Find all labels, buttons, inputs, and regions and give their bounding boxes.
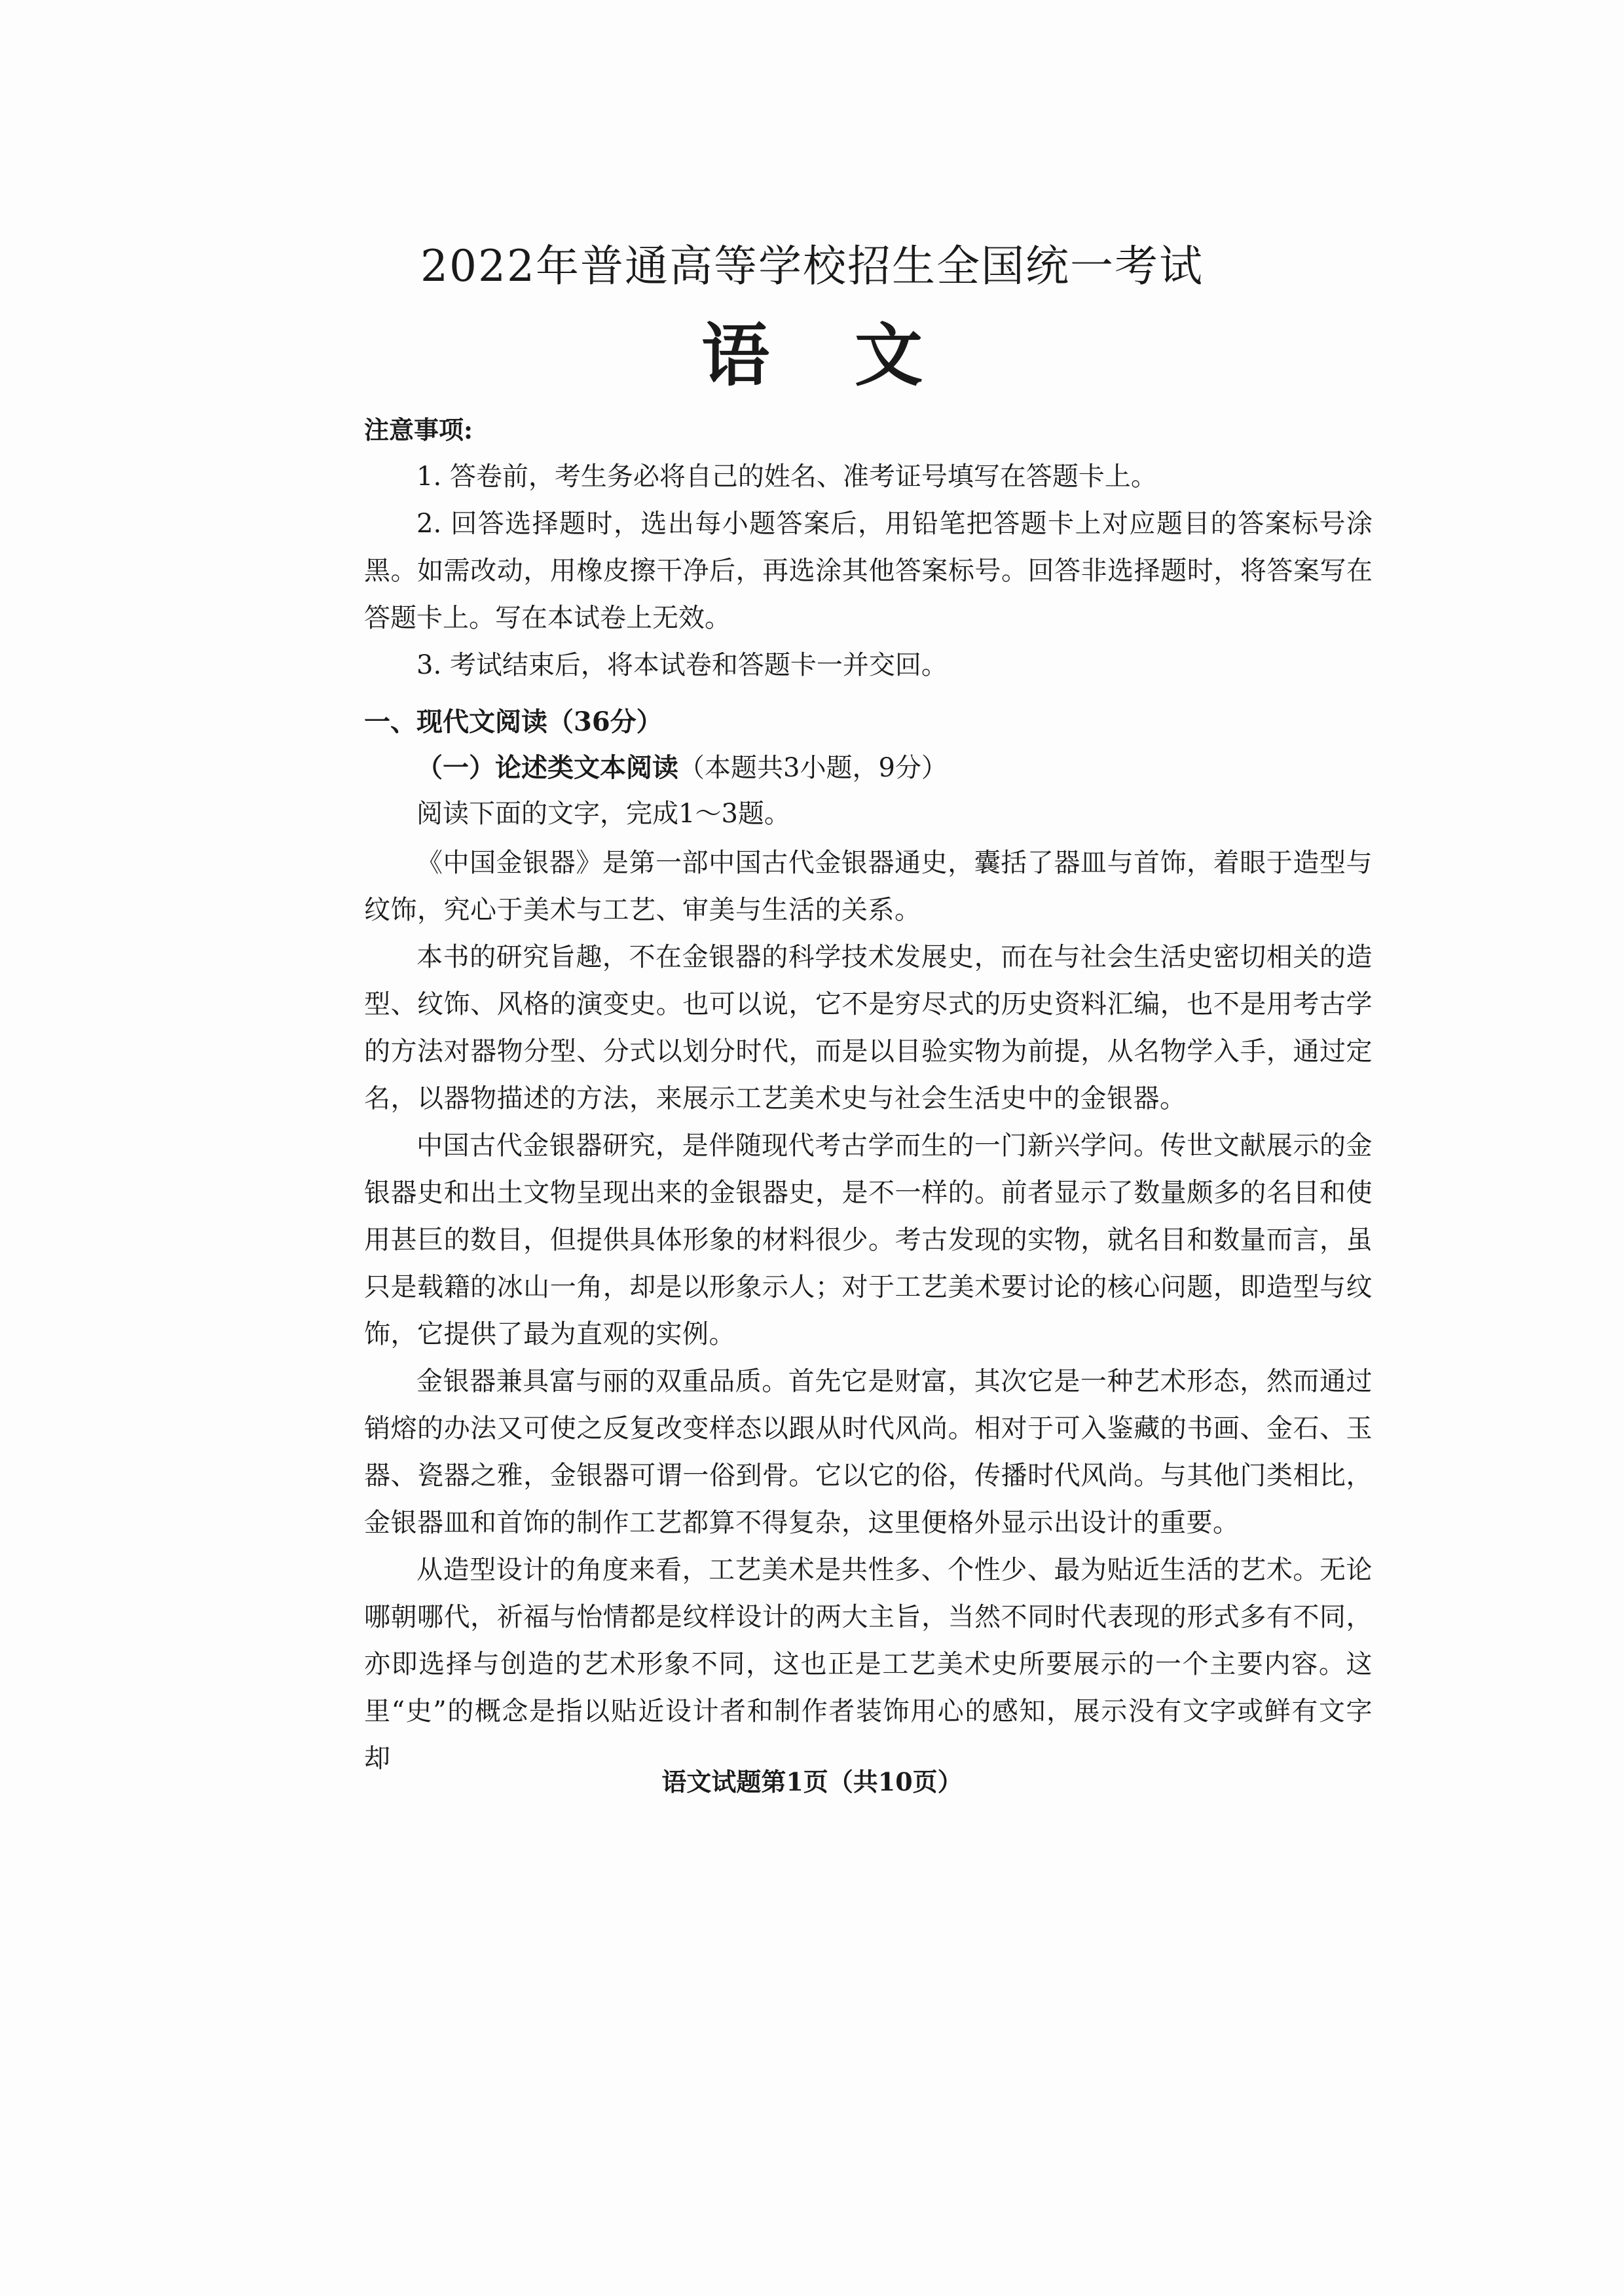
reading-instruction: 阅读下面的文字，完成1～3题。 — [416, 799, 790, 829]
passage-paragraph-3: 中国古代金银器研究，是伴随现代考古学而生的一门新兴学问。传世文献展示的金银器史和出土文物呈现出来的金银器史，是不一样的。前者显示了数量颇多的名目和使用甚巨的数目，但提供具体形象的材料很少。考古发现的实物，就名目和数量而言，虽只是载籍的冰山一角，却是以形象示人；对于工艺美术要讨论的核心问题，即造型与纹饰，它提供了最为直观的实例。 — [364, 1131, 1373, 1349]
passage-paragraph-2: 本书的研究旨趣，不在金银器的科学技术发展史，而在与社会生活史密切相关的造型、纹饰、风格的演变史。也可以说，它不是穷尽式的历史资料汇编，也不是用考古学的方法对器物分型、分式以划分时代，而是以目验实物为前提，从名物学入手，通过定名，以器物描述的方法，来展示工艺美术史与社会生活史中的金银器。 — [364, 942, 1373, 1114]
passage-block — [364, 839, 1373, 1782]
page-footer: 语文试题第1页（共10页） — [661, 1767, 963, 1796]
subheading-detail: （本题共3小题，9分） — [678, 753, 948, 783]
section-subheading — [364, 745, 1373, 791]
passage-paragraph-1: 《中国金银器》是第一部中国古代金银器通史，囊括了器皿与首饰，着眼于造型与纹饰，究心于美术与工艺、审美与生活的关系。 — [364, 848, 1373, 925]
section-heading: 一、现代文阅读（36分） — [364, 706, 663, 737]
passage-paragraph-4: 金银器兼具富与丽的双重品质。首先它是财富，其次它是一种艺术形态，然而通过销熔的办法又可使之反复改变样态以跟从时代风尚。相对于可入鉴藏的书画、金石、玉器、瓷器之雅，金银器可谓一俗到骨。它以它的俗，传播时代风尚。与其他门类相比，金银器皿和首饰的制作工艺都算不得复杂，这里便格外显示出设计的重要。 — [364, 1366, 1373, 1538]
note-item-2: 2. 回答选择题时，选出每小题答案后，用铅笔把答题卡上对应题目的答案标号涂黑。如需改动，用橡皮擦干净后，再选涂其他答案标号。回答非选择题时，将答案写在答题卡上。写在本试卷上无效。 — [364, 509, 1373, 633]
passage-paragraph-5: 从造型设计的角度来看，工艺美术是共性多、个性少、最为贴近生活的艺术。无论哪朝哪代，祈福与怡情都是纹样设计的两大主旨，当然不同时代表现的形式多有不同，亦即选择与创造的艺术形象不同，这也正是工艺美术史所要展示的一个主要内容。这里“史”的概念是指以贴近设计者和制作者装饰用心的感知，展示没有文字或鲜有文字却 — [364, 1555, 1373, 1774]
note-item-1: 1. 答卷前，考生务必将自己的姓名、准考证号填写在答题卡上。 — [416, 462, 1157, 492]
section-block — [364, 699, 1373, 837]
notes-heading: 注意事项: — [364, 415, 473, 445]
exam-title: 2022年普通高等学校招生全国统一考试 — [420, 241, 1204, 291]
subject-title: 语文 — [701, 315, 1008, 395]
notes-block — [364, 407, 1373, 689]
note-item-3: 3. 考试结束后，将本试卷和答题卡一并交回。 — [416, 650, 948, 680]
subheading-label: （一）论述类文本阅读 — [416, 752, 678, 783]
